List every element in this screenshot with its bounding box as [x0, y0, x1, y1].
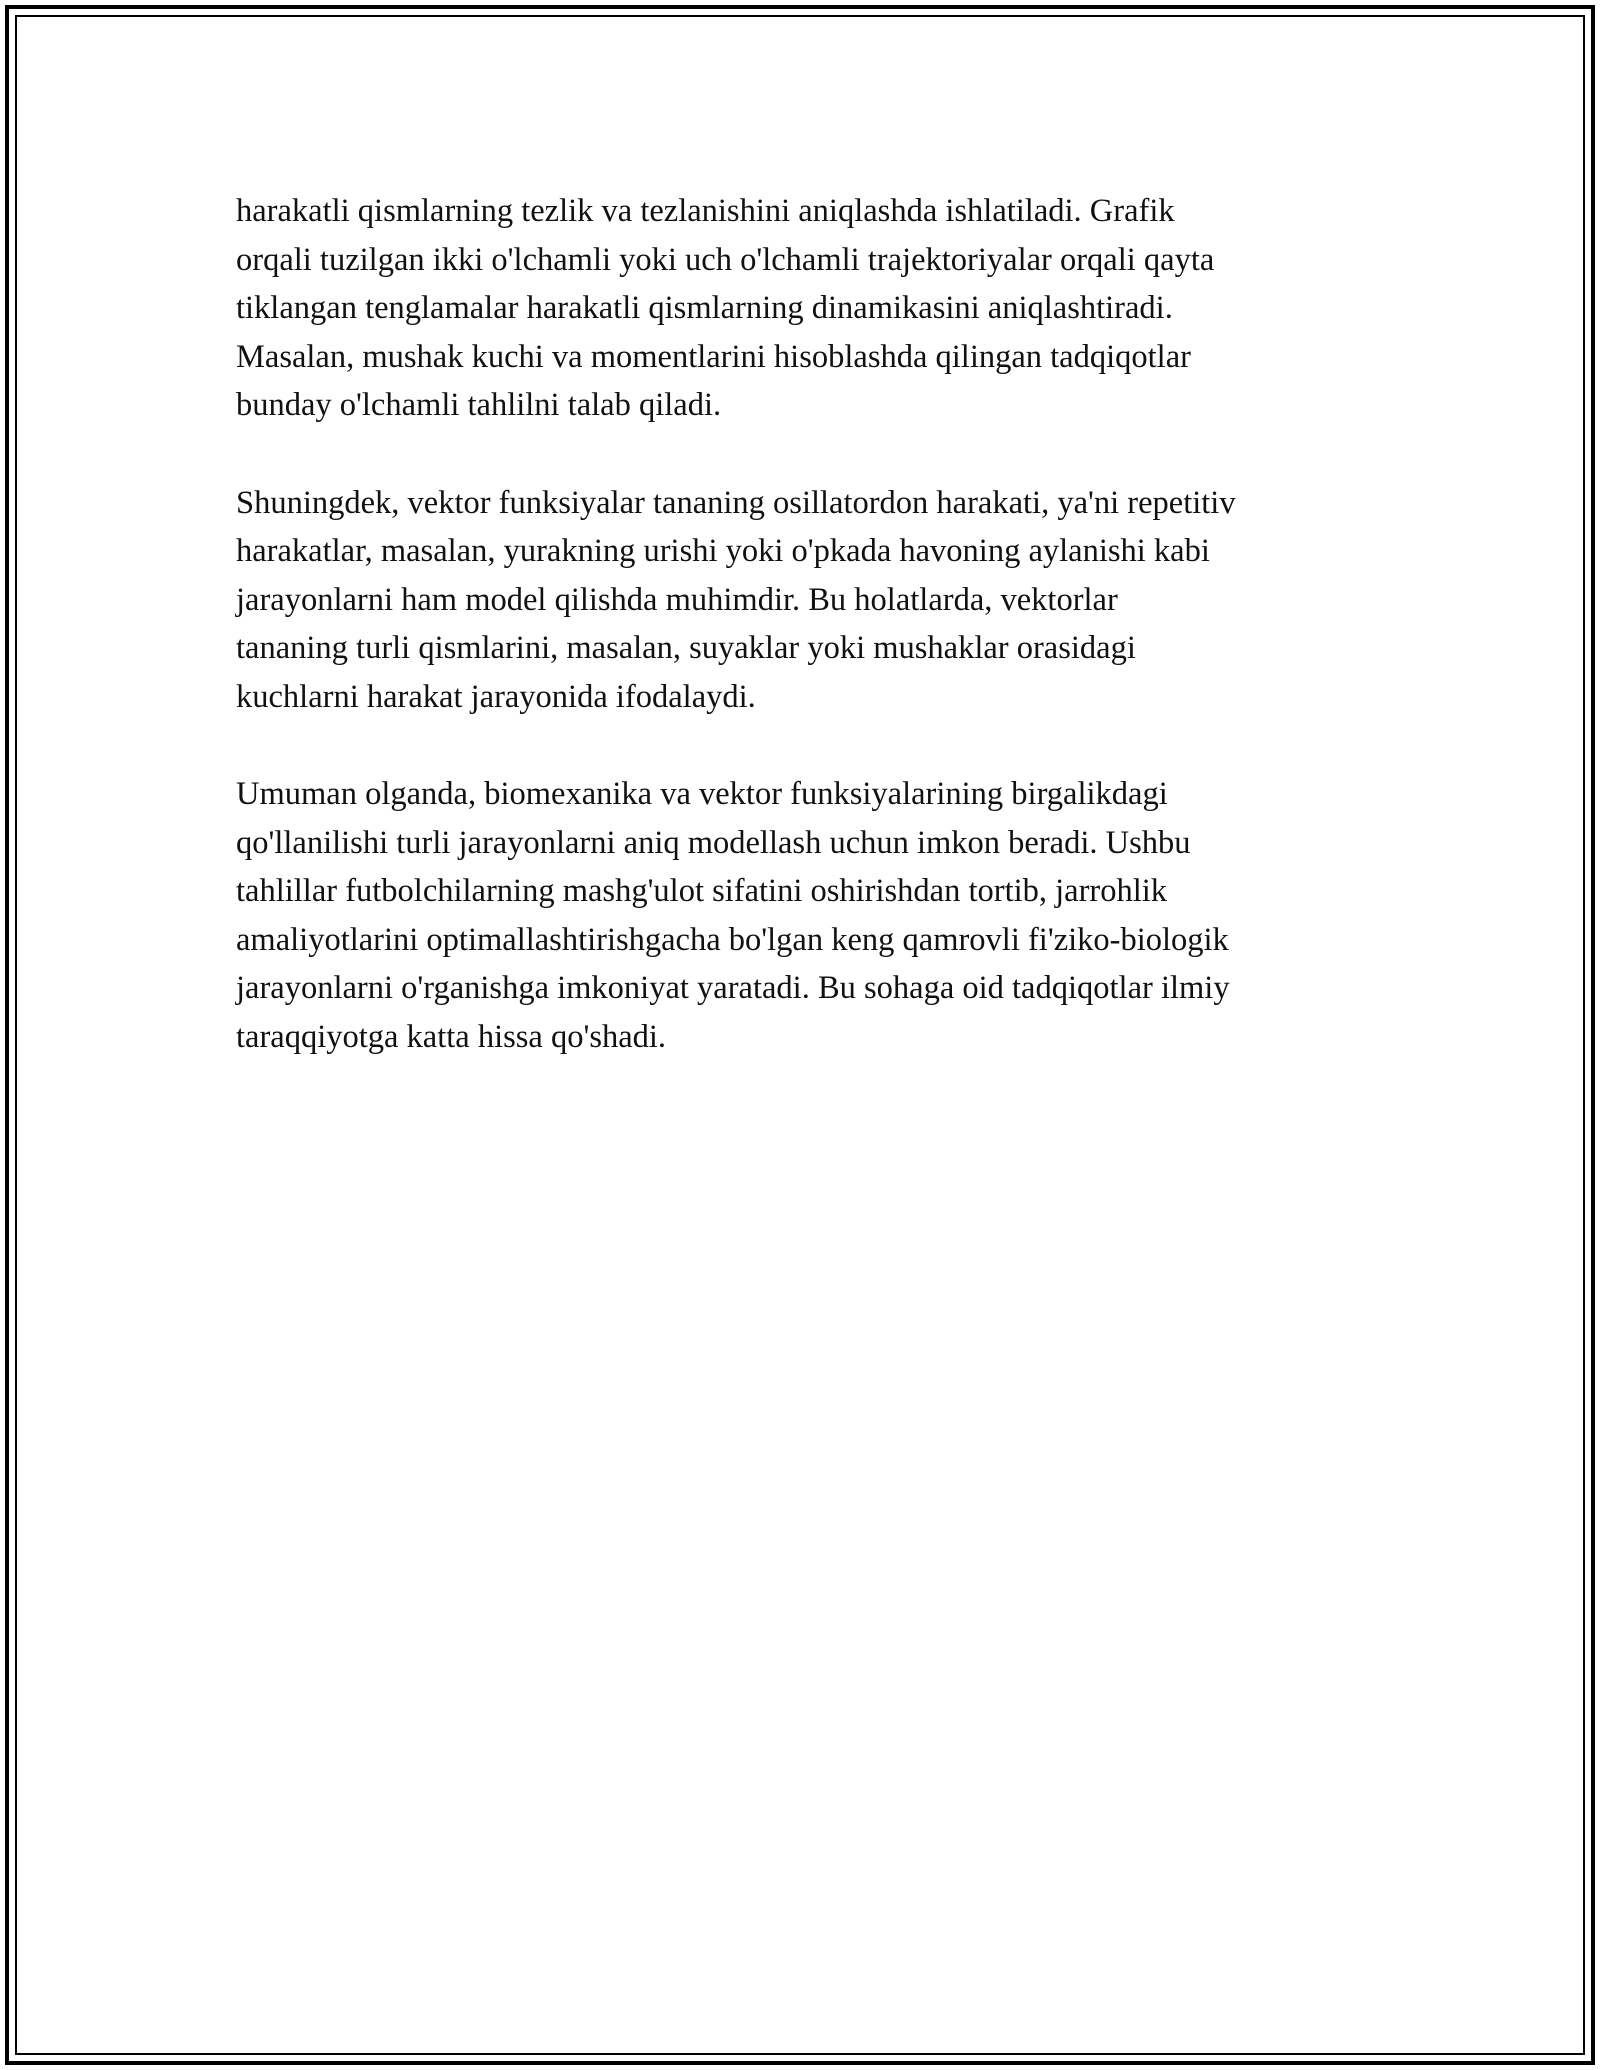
paragraph-1: harakatli qismlarning tezlik va tezlanishini aniqlashda ishlatiladi. Grafik orqali tuzilgan ikki o'lchamli yoki uch o'lchamli trajektoriyalar orqali qayta tiklangan tenglamalar harakatli qismlarning dinamikasini aniqlashtiradi. Masalan, mushak kuchi va momentlarini hisoblashda qilingan tadqiqotlar bunday o'lchamli tahlilni talab qiladi.: [236, 193, 1215, 423]
paragraph-2: Shuningdek, vektor funksiyalar tananing osillatordon harakati, ya'ni repetitiv harakatlar, masalan, yurakning urishi yoki o'pkada havoning aylanishi kabi jarayonlarni ham model qilishda muhimdir. Bu holatlarda, vektorlar tananing turli qismlarini, masalan, suyaklar yoki mushaklar orasidagi kuchlarni harakat jarayonida ifodalaydi.: [236, 484, 1236, 715]
paragraph-3: Umuman olganda, biomexanika va vektor funksiyalarining birgalikdagi qo'llanilishi turli jarayonlarni aniq modellash uchun imkon beradi. Ushbu tahlillar futbolchilarning mashg'ulot sifatini oshirishdan tortib, jarrohlik amaliyotlarini optimallashtirishgacha bo'lgan keng qamrovli fi'ziko-biologik jarayonlarni o'rganishga imkoniyat yaratadi. Bu sohaga oid tadqiqotlar ilmiy taraqqiyotga katta hissa qo'shadi.: [236, 776, 1230, 1055]
document-body: [236, 187, 1386, 1110]
